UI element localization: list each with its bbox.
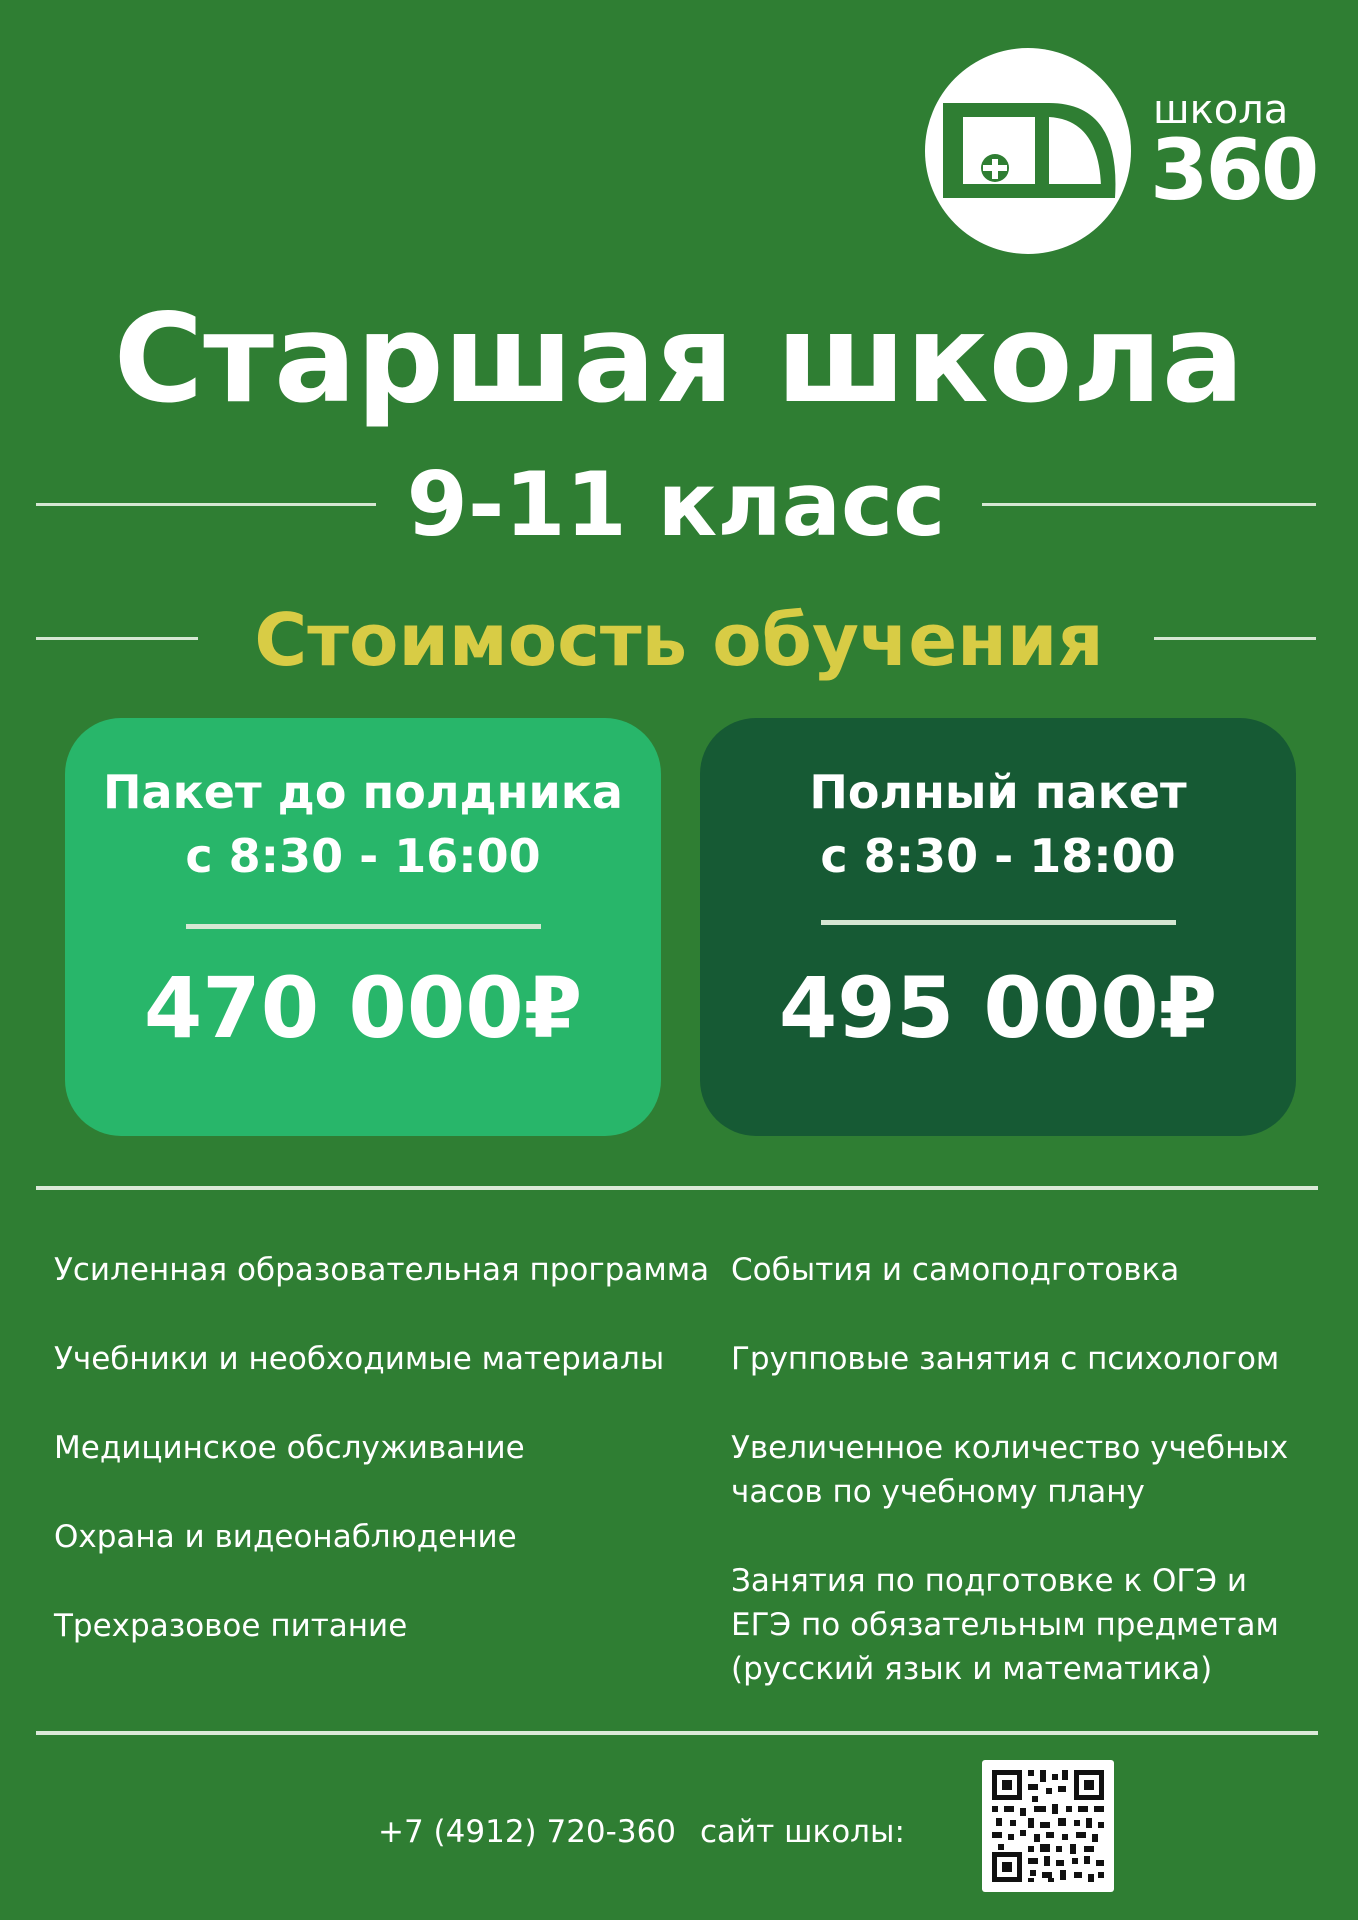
package-hours: с 8:30 - 18:00 [820,829,1176,884]
cost-heading: Стоимость обучения [254,598,1104,682]
grade-row [36,455,1316,555]
qr-code[interactable] [982,1760,1114,1892]
page-title: Старшая школа [113,288,1245,430]
package-card-header [700,760,1296,889]
logo-number: 360 [1150,121,1317,219]
package-title: Пакет до полдника [103,765,623,819]
school-logo [925,48,1317,258]
package-hours: с 8:30 - 16:00 [185,829,541,884]
feature-item: Усиленная образовательная программа [54,1252,710,1288]
feature-item: Занятия по подготовке к ОГЭ и ЕГЭ по обязательным предметам (русский язык и математика) [731,1563,1279,1687]
feature-item: Учебники и необходимые материалы [54,1341,665,1377]
package-card-header [65,760,661,889]
feature-item: Трехразовое питание [54,1608,408,1644]
features-top-divider [36,1186,1318,1190]
feature-item: Увеличенное количество учебных часов по учебному плану [731,1430,1289,1510]
cost-right-line [1154,637,1316,640]
package-card-full [700,718,1296,1136]
logo-emblem [925,48,1131,254]
site-label: сайт школы: [700,1814,905,1850]
logo-word: школа [1153,87,1289,133]
features-right-list [731,1248,1331,1736]
package-divider [821,920,1176,925]
package-price: 470 000₽ [143,959,583,1057]
grade-right-line [982,503,1316,506]
package-card-afternoon [65,718,661,1136]
features-bottom-divider [36,1731,1318,1735]
package-title: Полный пакет [809,765,1187,819]
phone-number[interactable]: +7 (4912) 720-360 [378,1814,677,1850]
package-divider [186,924,541,929]
feature-item: Групповые занятия с психологом [731,1341,1280,1377]
features-left-list [54,1248,714,1693]
grade-label: 9-11 класс [406,453,946,556]
package-price: 495 000₽ [778,959,1218,1057]
feature-item: Медицинское обслуживание [54,1430,525,1466]
feature-item: Охрана и видеонаблюдение [54,1519,517,1555]
feature-item: События и самоподготовка [731,1252,1180,1288]
